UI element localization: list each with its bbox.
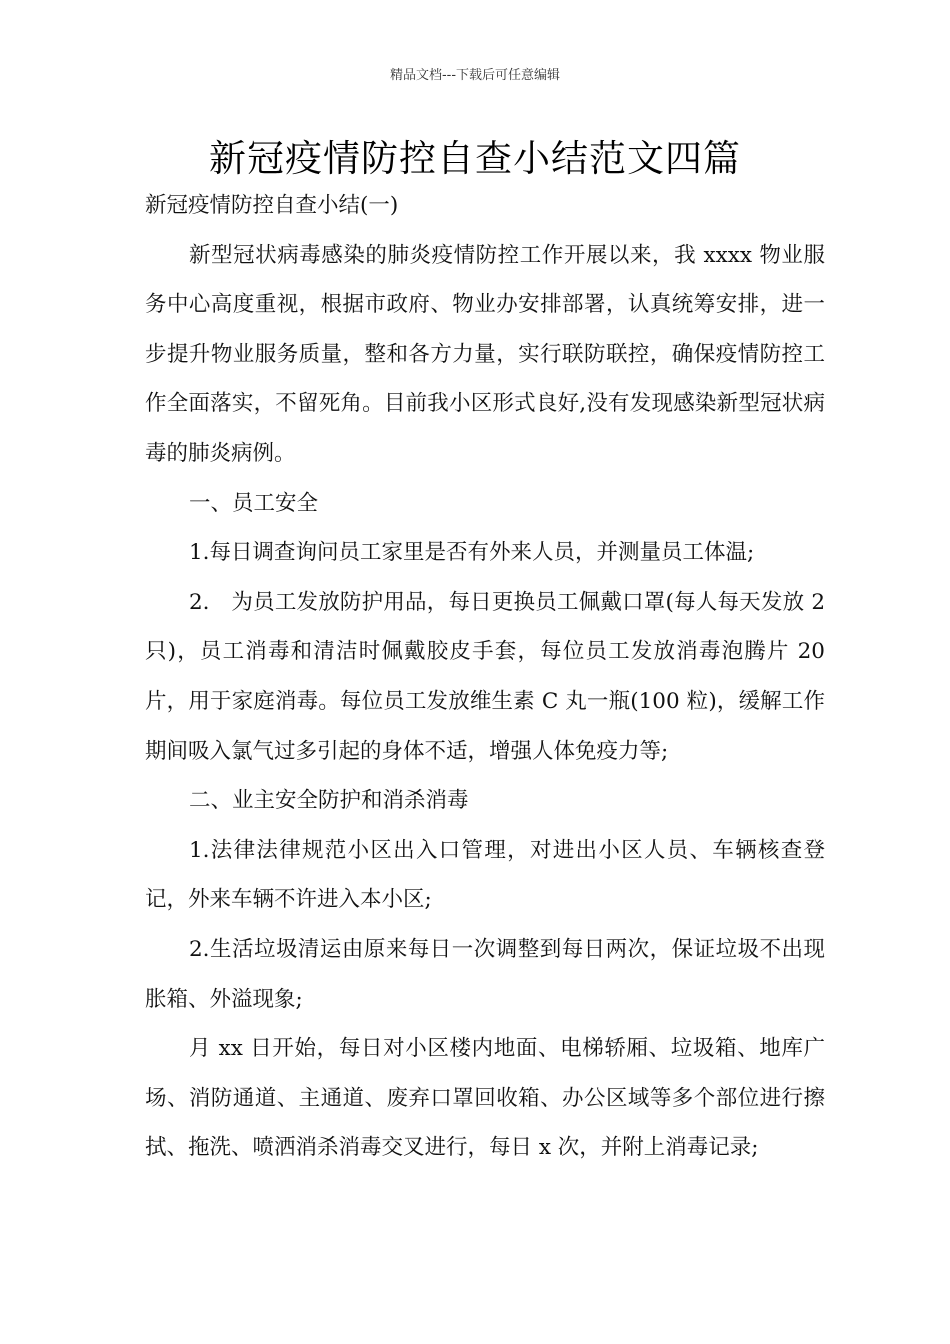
paragraph-owner-item-1: 1.法律法律规范小区出入口管理，对进出小区人员、车辆核查登记，外来车辆不许进入本小区; [145,837,825,913]
section-heading-owner-safety: 二、业主安全防护和消杀消毒 [189,788,469,814]
paragraph-staff-item-2: 2. 为员工发放防护用品，每日更换员工佩戴口罩(每人每天发放 2 只)，员工消毒和清洁时佩戴胶皮手套，每位员工发放消毒泡腾片 20 片，用于家庭消毒。每位员工发放维生素 C 丸一瓶(100 粒)，缓解工作期间吸入氯气过多引起的身体不适，增强人体免疫力等; [145,589,825,764]
page-header: 精品文档---下载后可任意编辑 [389,68,561,83]
paragraph-owner-item-2: 2.生活垃圾清运由原来每日一次调整到每日两次，保证垃圾不出现胀箱、外溢现象; [145,936,825,1012]
paragraph-disinfection: 月 xx 日开始，每日对小区楼内地面、电梯轿厢、垃圾箱、地库广场、消防通道、主通道、废弃口罩回收箱、办公区域等多个部位进行擦拭、拖洗、喷洒消杀消毒交叉进行，每日 x 次，并附上消毒记录; [145,1036,825,1161]
paragraph-staff-item-1: 1.每日调查询问员工家里是否有外来人员，并测量员工体温; [189,540,755,566]
intro-paragraph: 新型冠状病毒感染的肺炎疫情防控工作开展以来，我 xxxx 物业服务中心高度重视，根据市政府、物业办安排部署，认真统筹安排，进一步提升物业服务质量，整和各方力量，实行联防联控，确保疫情防控工作全面落实，不留死角。目前我小区形式良好,没有发现感染新型冠状病毒的肺炎病例。 [145,242,825,466]
document-title: 新冠疫情防控自查小结范文四篇 [209,137,741,180]
section-heading-staff-safety: 一、员工安全 [189,490,319,516]
section-subtitle: 新冠疫情防控自查小结(一) [145,193,399,218]
document-body [145,181,825,1173]
